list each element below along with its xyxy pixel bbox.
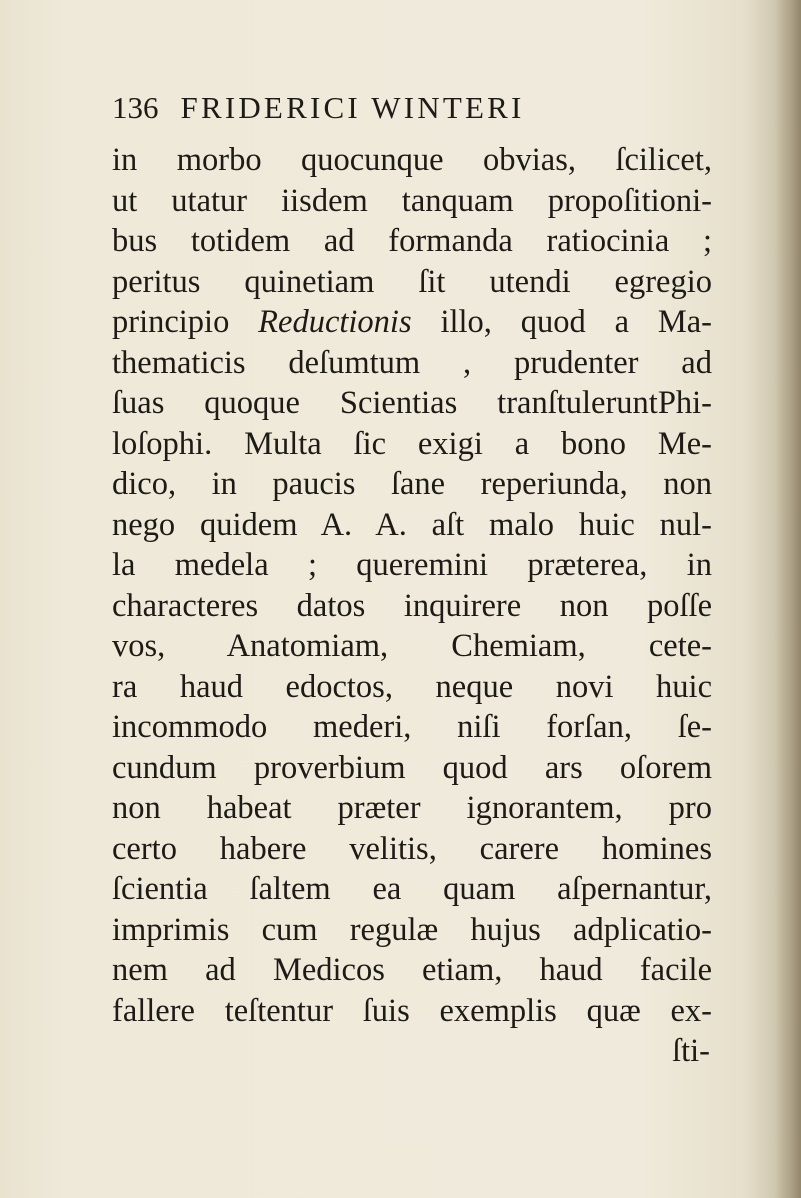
page-edge-shadow: [775, 0, 801, 1198]
running-head: [112, 88, 672, 128]
text-line: imprimis cum regulæ hujus adplicatio-: [112, 911, 712, 948]
italic-term: Reductionis: [258, 304, 412, 340]
text-line: nego quidem A. A. aſt malo huic nul-: [112, 506, 712, 543]
text-line: peritus quinetiam ſit utendi egregio: [112, 263, 712, 300]
text-line: cundum proverbium quod ars oſorem: [112, 749, 712, 786]
text-line: la medela ; queremini præterea, in: [112, 547, 712, 583]
running-head-title: FRIDERICI WINTERI: [180, 90, 525, 125]
text-line: bus totidem ad formanda ratiocinia ;: [112, 223, 712, 259]
text-line: certo habere velitis, carere homines: [112, 830, 712, 867]
text-line: fallere teſtentur ſuis exemplis quæ ex-: [112, 992, 712, 1029]
text-line: in morbo quocunque obvias, ſcilicet,: [112, 142, 712, 178]
catchword: ſti-: [672, 1033, 710, 1069]
text-line: vos, Anatomiam, Chemiam, cete-: [112, 628, 712, 664]
text-line: characteres datos inquirere non poſſe: [112, 587, 712, 624]
text-line: thematicis deſumtum , prudenter ad: [112, 344, 712, 381]
text-line: ra haud edoctos, neque novi huic: [112, 668, 712, 705]
text-line: ſuas quoque Scientias tranſtuleruntPhi-: [112, 385, 712, 421]
text-line: principio Reductionis illo, quod a Ma-: [112, 304, 712, 340]
text-line: loſophi. Multa ſic exigi a bono Me-: [112, 425, 712, 462]
text-line: non habeat præter ignorantem, pro: [112, 790, 712, 826]
body-text: [112, 140, 712, 1190]
text-line: ſcientia ſaltem ea quam aſpernantur,: [112, 871, 712, 907]
text-line: nem ad Medicos etiam, haud facile: [112, 952, 712, 988]
text-line: dico, in paucis ſane reperiunda, non: [112, 466, 712, 502]
page-number: 136: [112, 90, 159, 125]
text-line: incommodo mederi, niſi forſan, ſe-: [112, 709, 712, 745]
text-line: ut utatur iisdem tanquam propoſitioni-: [112, 182, 712, 219]
